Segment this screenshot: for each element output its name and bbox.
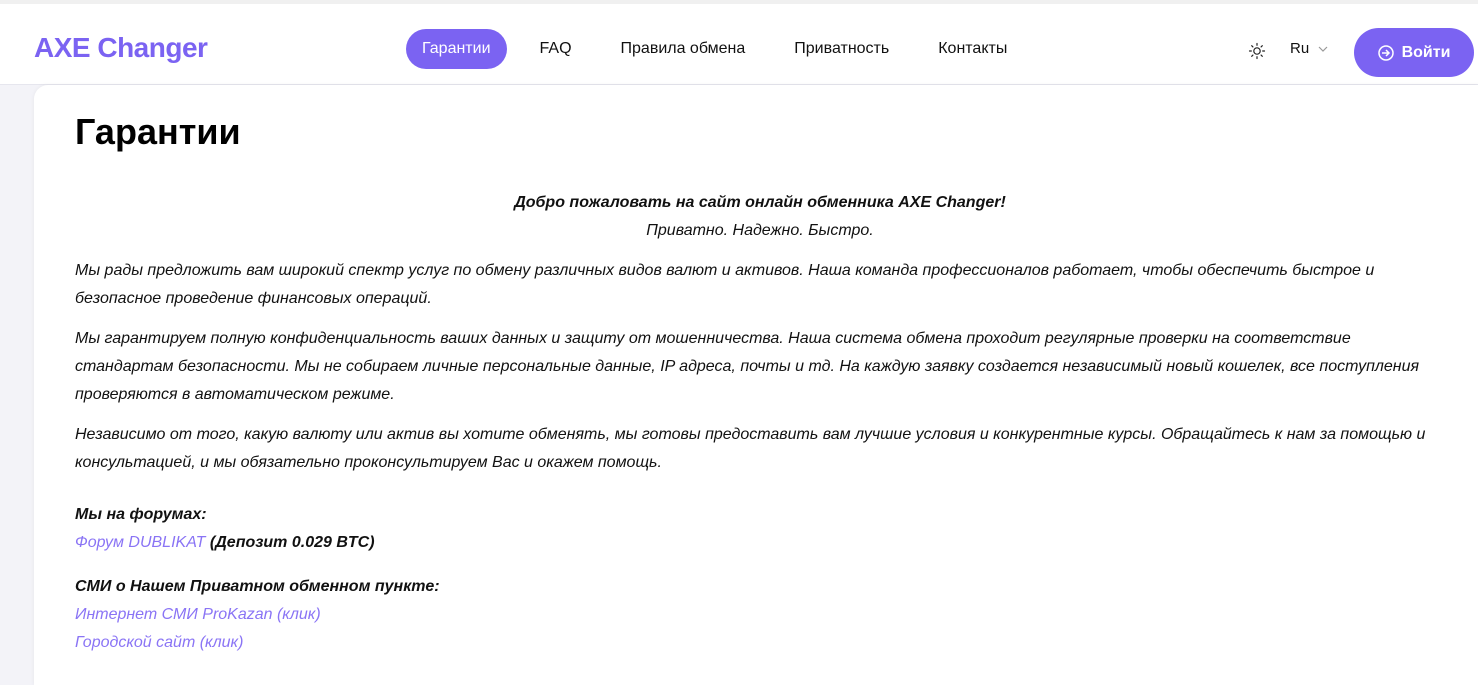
media-title: СМИ о Нашем Приватном обменном пункте: — [75, 578, 440, 595]
logo[interactable]: AXE Changer — [34, 32, 208, 63]
login-arrow-icon — [1378, 45, 1394, 61]
guarantees-content — [75, 189, 1445, 657]
top-navbar — [0, 0, 1478, 85]
tagline: Приватно. Надежно. Быстро. — [646, 222, 874, 239]
media-link-city-site[interactable]: Городской сайт (клик) — [75, 634, 244, 651]
nav-item-privacy[interactable]: Приватность — [794, 40, 890, 57]
content-card — [34, 85, 1478, 685]
login-button[interactable] — [1354, 28, 1474, 77]
login-label: Войти — [1401, 43, 1451, 61]
nav-item-guarantees[interactable]: Гарантии — [406, 29, 507, 69]
sun-icon[interactable] — [1248, 42, 1266, 60]
forums-title: Мы на форумах: — [75, 506, 207, 523]
paragraph-security: Мы гарантируем полную конфиденциальность ваших данных и защиту от мошенничества. Наша система обмена проходит регулярные проверки на соответствие стандартам безопасности. Мы не собираем личные персональные данные, IP адреса, почты и тд. На каждую заявку создается независимый новый кошелек, все поступления проверяются в автоматическом режиме. — [75, 330, 1420, 403]
forum-link[interactable]: Форум DUBLIKAT — [75, 534, 206, 551]
main-nav — [406, 29, 1040, 69]
welcome-heading: Добро пожаловать на сайт онлайн обменника AXE Changer! — [514, 194, 1006, 211]
nav-item-exchange-rules[interactable]: Правила обмена — [620, 40, 746, 57]
paragraph-conditions: Независимо от того, какую валюту или актив вы хотите обменять, мы готовы предоставить вам лучшие условия и конкурентные курсы. Обращайтесь к нам за помощью и консультацией, и мы обязательно проконсультируем Вас и окажем помощь. — [75, 426, 1426, 471]
forum-line — [75, 529, 1445, 557]
language-label: Ru — [1290, 40, 1310, 57]
media-link-prokazan[interactable]: Интернет СМИ ProKazan (клик) — [75, 606, 321, 623]
forum-deposit: (Депозит 0.029 BTC) — [209, 534, 375, 551]
nav-item-faq[interactable]: FAQ — [539, 40, 572, 57]
language-selector[interactable] — [1290, 40, 1329, 57]
paragraph-intro: Мы рады предложить вам широкий спектр услуг по обмену различных видов валют и активов. Наша команда профессионалов работает, чтобы обеспечить быстрое и безопасное проведение финансовых операций. — [75, 262, 1375, 307]
page-title: Гарантии — [75, 111, 241, 152]
nav-item-contacts[interactable]: Контакты — [938, 40, 1008, 57]
chevron-down-icon — [1317, 43, 1329, 55]
